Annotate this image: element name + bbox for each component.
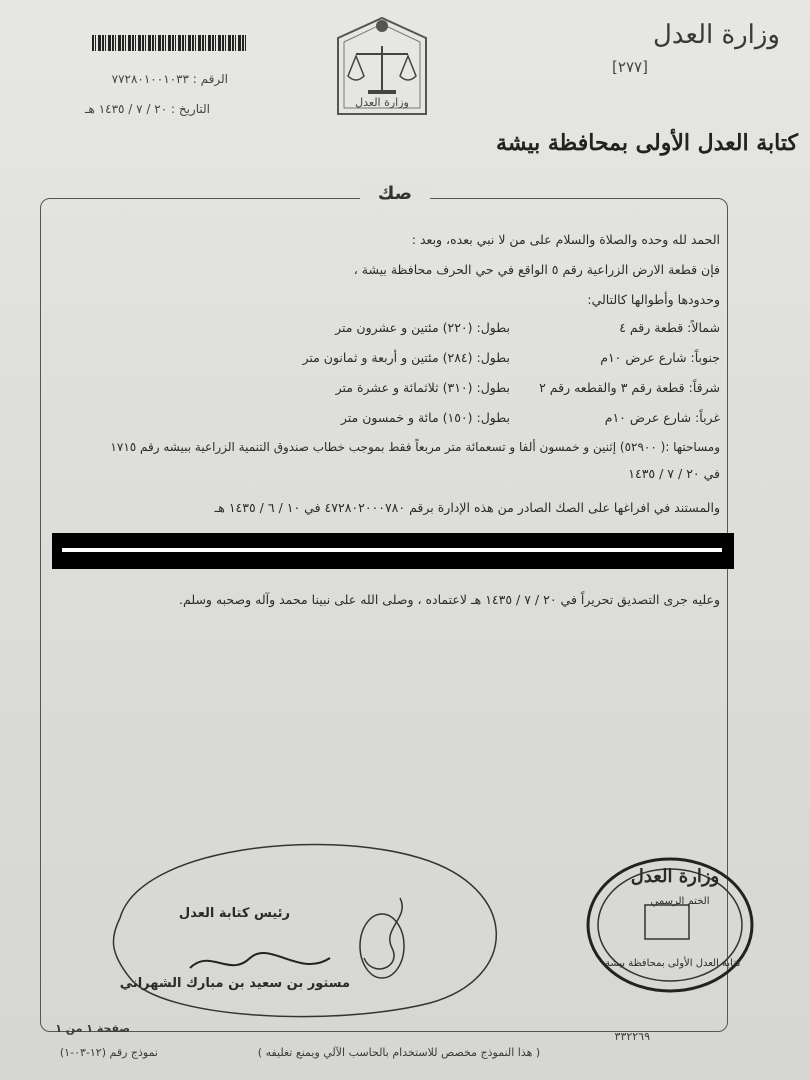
boundary-side: جنوباً: شارع عرض ١٠م <box>600 350 720 365</box>
basis-statement: والمستند في افراغها على الصك الصادر من هذه الإدارة برقم ٤٧٢٨٠٢٠٠٠٧٨٠ في ١٠ / ٦ / ١٤٣٥ هـ <box>214 500 720 515</box>
boundary-length: بطول: (١٥٠) مائة و خمسون متر <box>340 410 510 425</box>
land-description: فإن قطعة الارض الزراعية رقم ٥ الواقع في حي الحرف محافظة بيشة ، <box>353 262 720 277</box>
stamp-label: الختم الرسمي <box>650 896 710 907</box>
boundary-side: غرباً: شارع عرض ١٠م <box>604 410 720 425</box>
usage-notice: ( هذا النموذج مخصص للاستخدام بالحاسب الآلي ويمنع تغليفه ) <box>257 1046 541 1059</box>
boundary-length: بطول: (٣١٠) ثلاثمائة و عشرة متر <box>335 380 510 395</box>
barcode <box>92 35 248 51</box>
date-value: ٢٠ / ٧ / ١٤٣٥ هـ <box>85 102 168 116</box>
form-number: نموذج رقم (١٢-٠٣-١) <box>59 1046 158 1059</box>
boundary-length: بطول: (٢٢٠) مئتين و عشرون متر <box>335 320 510 335</box>
boundary-side: شمالاً: قطعة رقم ٤ <box>619 320 720 335</box>
document-title: صك <box>360 183 430 204</box>
printer-code: ٣٣٢٢٦٩ <box>614 1030 650 1043</box>
opening-line: الحمد لله وحده والصلاة والسلام على من لا نبي بعده، وبعد : <box>411 232 720 247</box>
reference-label: الرقم : <box>192 72 228 86</box>
boundary-side: شرقاً: قطعة رقم ٣ والقطعه رقم ٢ <box>539 380 720 395</box>
issuing-office: كتابة العدل الأولى بمحافظة بيشة <box>496 130 798 156</box>
date-row <box>60 102 210 116</box>
signatory-name: مستور بن سعيد بن مبارك الشهراني <box>119 976 350 991</box>
closing-statement: وعليه جرى التصديق تحريراً في ٢٠ / ٧ / ١٤٣٥ هـ لاعتماده ، وصلى الله على نبينا محمد وآله وصحبه وسلم. <box>179 592 720 607</box>
document-serial: [٢٧٧] <box>612 58 648 76</box>
stamp-office: كتابة العدل الأولى بمحافظة بيشة <box>604 958 742 969</box>
ministry-name: وزارة العدل <box>652 20 780 50</box>
reference-number: ٧٧٢٨٠١٠٠١٠٣٣ <box>111 72 189 86</box>
date-label: التاريخ : <box>170 102 210 116</box>
area-statement: ومساحتها :( ٥٢٩٠٠) إثنين و خمسون ألفا و تسعمائة متر مربعاً فقط بموجب خطاب صندوق التنمية الزراعية ببيشه رقم ١٧١٥ <box>110 440 720 454</box>
reference-number-row <box>88 72 228 86</box>
signatory-title: رئيس كتابة العدل <box>178 906 290 921</box>
handwritten-signature-icon <box>352 888 422 988</box>
boundaries-intro: وحدودها وأطوالها كالتالي: <box>587 292 720 307</box>
stamp-ministry: وزارة العدل <box>630 866 720 887</box>
area-letter-date: في ٢٠ / ٧ / ١٤٣٥ <box>628 466 720 481</box>
redaction-bar <box>52 533 734 569</box>
emblem-caption: وزارة العدل <box>355 96 409 109</box>
page-number: صفحة ١ من ١ <box>55 1022 130 1035</box>
boundary-length: بطول: (٢٨٤) مئتين و أربعة و ثمانون متر <box>302 350 510 365</box>
